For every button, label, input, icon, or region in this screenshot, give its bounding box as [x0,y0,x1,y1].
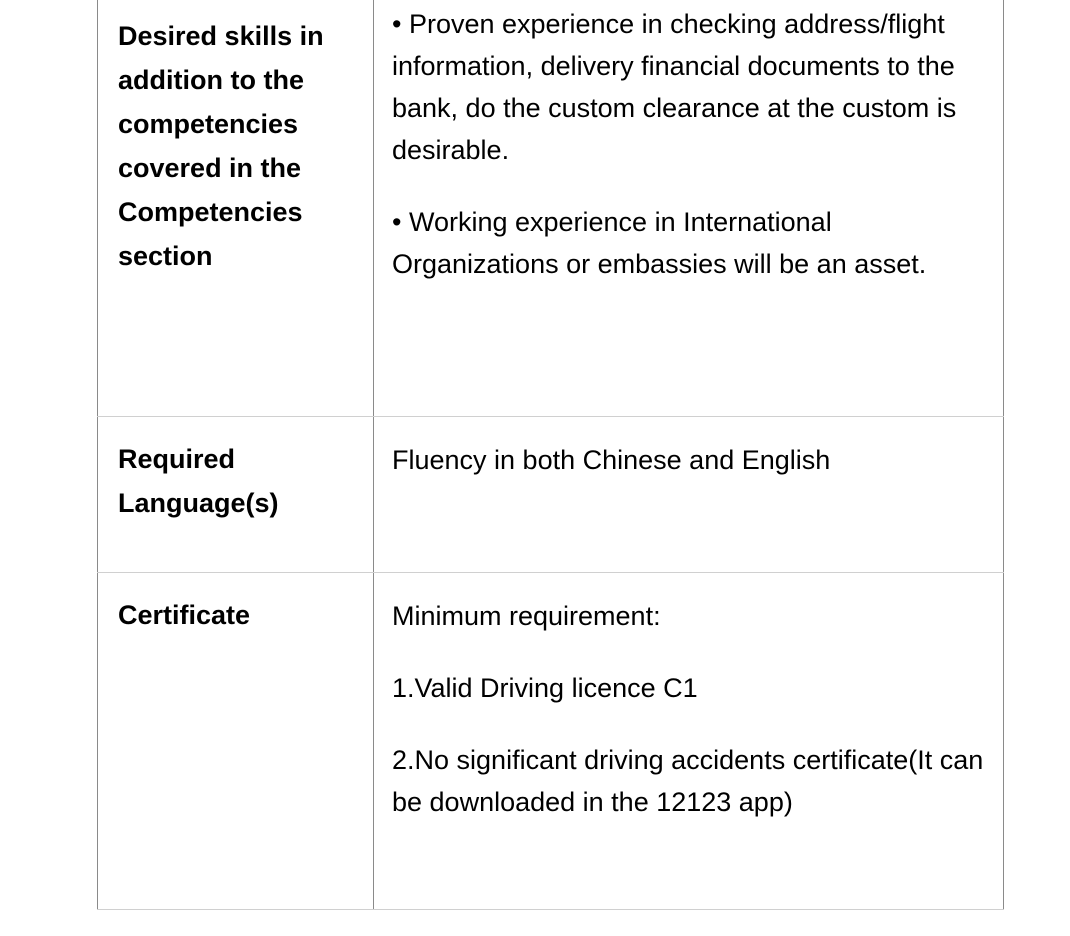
row-value [373,0,1004,416]
certificate-item: 2.No significant driving accidents certificate(It can be downloaded in the 12123 app) [392,745,984,817]
certificate-item: 1.Valid Driving licence C1 [392,673,698,703]
row-label: Required Language(s) [97,417,373,572]
table-row-certificate [97,573,1004,910]
table-row-required-languages [97,417,1004,573]
certificate-heading: Minimum requirement: [392,601,661,631]
row-value [373,417,1004,572]
row-value [373,573,1004,909]
row-label: Desired skills in addition to the competencies covered in the Competencies section [97,0,373,416]
language-requirement: Fluency in both Chinese and English [392,445,831,475]
skill-item: • Working experience in International Organizations or embassies will be an asset. [392,207,927,279]
skill-item: • Proven experience in checking address/flight information, delivery financial documents to the bank, do the custom clearance at the custom is desirable. [392,9,957,165]
requirements-table [97,0,1004,910]
row-label: Certificate [97,573,373,909]
table-row-desired-skills [97,0,1004,417]
